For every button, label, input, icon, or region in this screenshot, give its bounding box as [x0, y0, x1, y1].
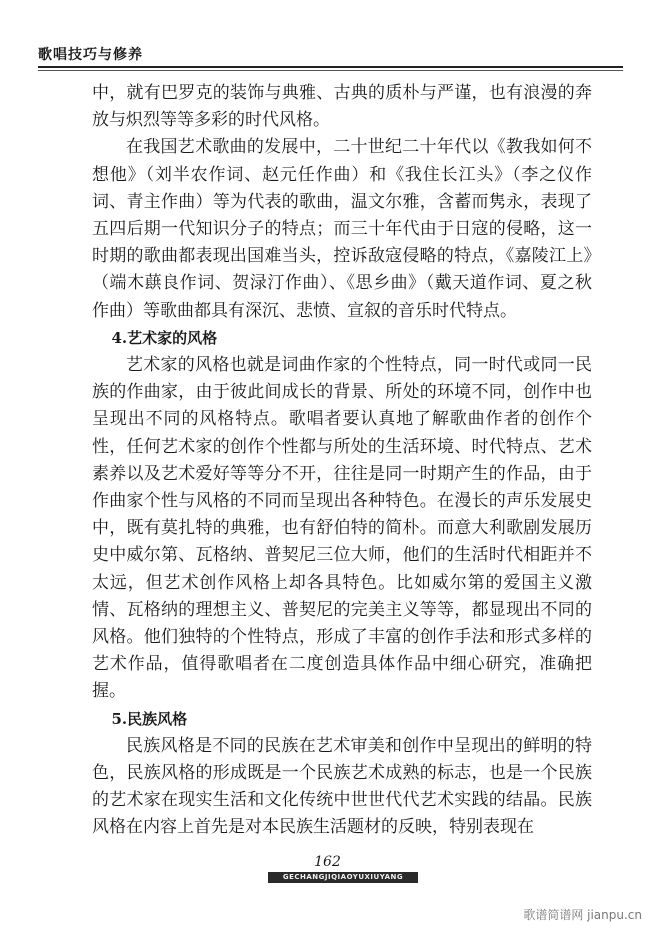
- header-rule: [38, 66, 623, 68]
- page-number: 162: [314, 854, 341, 870]
- series-title-band: GECHANGJIQIAOYUXIUYANG: [268, 872, 418, 883]
- running-title: 歌唱技巧与修养: [38, 47, 143, 63]
- paragraph-art-songs: 在我国艺术歌曲的发展中，二十世纪二十年代以《教我如何不想他》（刘半农作词、赵元任作曲）和《我住长江头》（李之仪作词、青主作曲）等为代表的歌曲，温文尔雅，含蓄而隽永，表现了五四后期一代知识分子的特点；而三十年代由于日寇的侵略，这一时期的歌曲都表现出国难当头，控诉敌寇侵略的特点，《嘉陵江上》（端木蕻良作词、贺渌汀作曲）、《思乡曲》（戴天道作词、夏之秋作曲）等歌曲都具有深沉、悲愤、宣叙的音乐时代特点。: [92, 137, 592, 321]
- site-watermark: 歌谱简谱网 jianpu.cn: [523, 908, 642, 922]
- header-rule-thin: [38, 70, 623, 71]
- paragraph-artist-style: 艺术家的风格也就是词曲作家的个性特点，同一时代或同一民族的作曲家，由于彼此间成长的背景、所处的环境不同，创作中也呈现出不同的风格特点。歌唱者要认真地了解歌曲作者的创作个性，任何艺术家的创作个性都与所处的生活环境、时代特点、艺术素养以及艺术爱好等等分不开，往往是同一时期产生的作品，由于作曲家个性与风格的不同而呈现出各种特色。在漫长的声乐发展史中，既有莫扎特的典雅，也有舒伯特的简朴。而意大利歌剧发展历史中威尔第、瓦格纳、普契尼三位大师，他们的生活时代相距并不太远，但艺术创作风格上却各具特色。比如威尔第的爱国主义激情、瓦格纳的理想主义、普契尼的完美主义等等，都显现出不同的风格。他们独特的个性特点，形成了丰富的创作手法和形式多样的艺术作品，值得歌唱者在二度创造具体作品中细心研究，准确把握。: [92, 355, 592, 702]
- section-heading-national-style: 5.民族风格: [111, 709, 188, 728]
- section-heading-artist-style: 4.艺术家的风格: [111, 328, 218, 347]
- paragraph-continued: 中，就有巴罗克的装饰与典雅、古典的质朴与严谨，也有浪漫的奔放与炽烈等等多彩的时代风格。: [92, 83, 592, 131]
- paragraph-national-style: 民族风格是不同的民族在艺术审美和创作中呈现出的鲜明的特色，民族风格的形成既是一个民族艺术成熟的标志，也是一个民族的艺术家在现实生活和文化传统中世世代代艺术实践的结晶。民族风格在内容上首先是对本民族生活题材的反映，特别表现在: [92, 735, 592, 838]
- body-text: [92, 80, 592, 842]
